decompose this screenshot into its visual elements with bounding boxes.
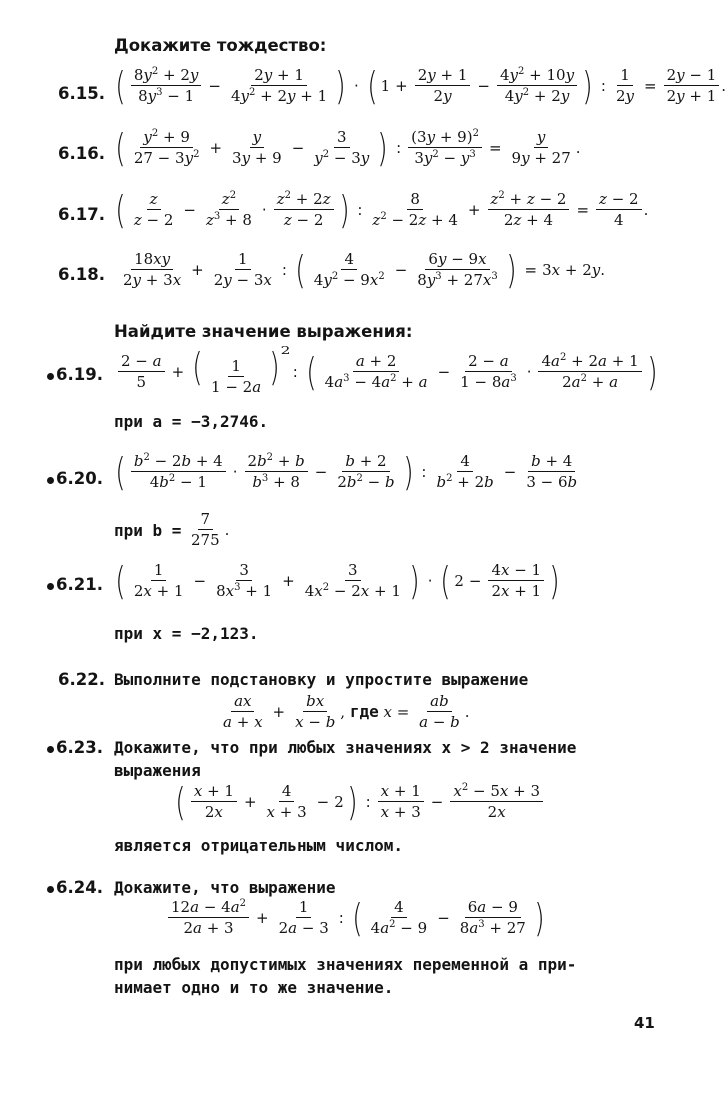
problem-number-6-23: 6.23.	[56, 738, 103, 757]
formula-6-21: ( $\frac{1}{2x + 1}$ − $\frac{3}{8x^3 + 1}$ + $\frac{3}{4x^2 - 2x + 1}$ ) · ( 2 − $\frac{4x - 1}{2x + 1}$ )	[115, 558, 560, 603]
problem-text-6-23-line2: выражения	[114, 761, 201, 780]
problem-number-6-21: 6.21.	[56, 575, 103, 594]
difficulty-bullet-6-24	[47, 886, 54, 893]
problem-number-6-22: 6.22.	[58, 670, 105, 689]
formula-6-24: $\frac{12a - 4a^2}{2a + 3}$ + $\frac{1}{2a - 3}$ : ( $\frac{4}{4a^2 - 9}$ − $\frac{6a - 9}{8a^3 + 27}$ )	[166, 898, 548, 937]
condition-6-21: при x = −2,123.	[114, 624, 259, 643]
condition-6-19: при a = −3,2746.	[114, 412, 269, 431]
problem-text-6-23-after: является отрицательным числом.	[114, 836, 403, 855]
formula-6-20: ( $\frac{b^2 - 2b + 4}{4b^2 - 1}$ · $\frac{2b^2 + b}{b^3 + 8}$ − $\frac{b + 2}{2b^2 - b}$ ) : $\frac{4}{b^2 + 2b}$ − $\frac{b + 4}{3 - 6b}$	[115, 449, 578, 494]
problem-text-6-22: Выполните подстановку и упростите выражение	[114, 670, 529, 689]
problem-number-6-19: 6.19.	[56, 365, 103, 384]
problem-number-6-15: 6.15.	[58, 84, 105, 103]
formula-6-23: ( $\frac{x + 1}{2x}$ + $\frac{4}{x + 3}$ − 2 ) : $\frac{x + 1}{x + 3}$ − $\frac{x^2 - 5x + 3}{2x}$	[172, 782, 545, 821]
formula-6-22: $\frac{ax}{a + x}$ + $\frac{bx}{x - b}$ , где x = $\frac{ab}{a - b}$ .	[223, 692, 470, 731]
problem-number-6-18: 6.18.	[58, 265, 105, 284]
problem-number-6-24: 6.24.	[56, 878, 103, 897]
problem-number-6-16: 6.16.	[58, 144, 105, 163]
problem-text-6-23-line1: Докажите, что при любых значениях x > 2 значение	[114, 738, 577, 757]
where-word: где	[349, 702, 379, 721]
difficulty-bullet-6-23	[47, 746, 54, 753]
heading-find-value: Найдите значение выражения:	[114, 322, 413, 341]
heading-prove-identity: Докажите тождество:	[114, 36, 327, 55]
difficulty-bullet-6-19	[47, 373, 54, 380]
formula-6-17: ( $\frac{z}{z - 2}$ − $\frac{z^2}{z^3 + 8}$ · $\frac{z^2 + 2z}{z - 2}$ ) : $\frac{8}{z^2 - 2z + 4}$ + $\frac{z^2 + z - 2}{2z + 4}$ = $\frac{z - 2}{4}$ .	[115, 187, 649, 232]
formula-6-19: $\frac{2 - a}{5}$ + ( $\frac{1}{1 - 2a}$ ) 2 : ( $\frac{a + 2}{4a^3 - 4a^2 + a}$ − $\frac{2 - a}{1 - 8a^3}$ · $\frac{4a^2 + 2a + 1}{2a^2 + a}$ )	[116, 348, 660, 396]
formula-6-15: ( $\frac{8y^2 + 2y}{8y^3 - 1}$ − $\frac{2y + 1}{4y^2 + 2y + 1}$ ) · ( 1 + $\frac{2y + 1}{2y}$ − $\frac{4y^2 + 10y}{4y^2 + 2y}$ ) : $\frac{1}{2y}$ = $\frac{2y - 1}{2y + 1}$ .	[115, 63, 726, 108]
condition-6-20: при b =	[114, 521, 182, 540]
formula-6-16: ( $\frac{y^2 + 9}{27 - 3y^2}$ + $\frac{y}{3y + 9}$ − $\frac{3}{y^2 - 3y}$ ) : $\frac{(3y + 9)^2}{3y^2 - y^3}$ = $\frac{y}{9y + 27}$ .	[115, 125, 581, 170]
formula-6-18: $\frac{18xy}{2y + 3x}$ + $\frac{1}{2y - 3x}$ : ( $\frac{4}{4y^2 - 9x^2}$ − $\frac{6y - 9x}{8y^3 + 27x^3}$ ) = 3 x + 2 y .	[123, 247, 606, 292]
problem-text-6-24-after-line1: при любых допустимых значениях переменной a при-	[114, 955, 577, 974]
problem-number-6-17: 6.17.	[58, 205, 105, 224]
problem-text-6-24: Докажите, что выражение	[114, 878, 336, 897]
difficulty-bullet-6-21	[47, 583, 54, 590]
page-number: 41	[634, 1014, 655, 1032]
problem-number-6-20: 6.20.	[56, 469, 103, 488]
condition-6-20-fraction: $\frac{7}{275}$ .	[191, 510, 230, 549]
problem-text-6-24-after-line2: нимает одно и то же значение.	[114, 978, 394, 997]
difficulty-bullet-6-20	[47, 477, 54, 484]
